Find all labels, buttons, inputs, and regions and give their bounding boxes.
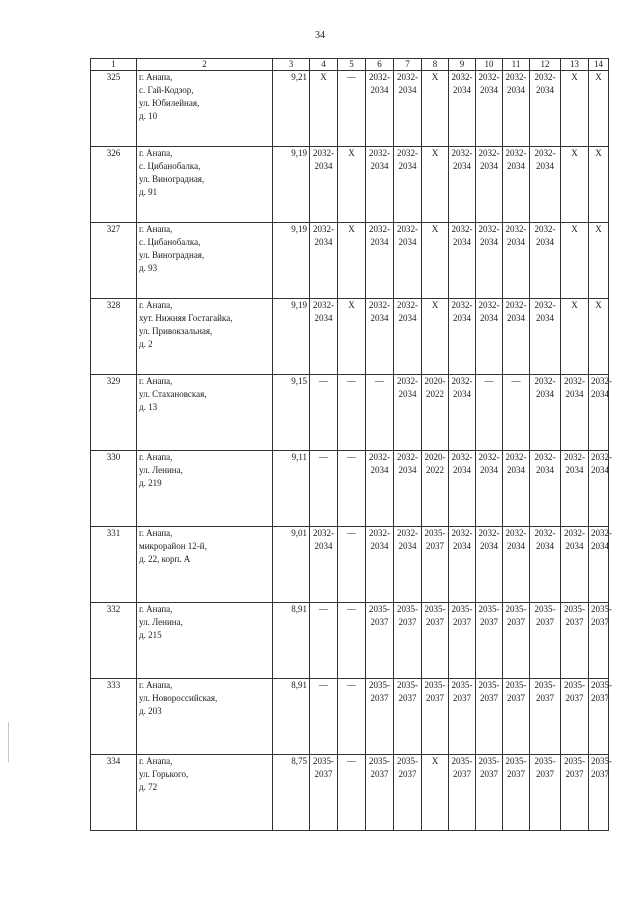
period-cell: 2035- 2037 — [476, 603, 503, 679]
period-cell: — — [310, 451, 338, 527]
address-line: хут. Нижняя Гостагайка, — [139, 313, 233, 323]
period-cell: 2032- 2034 — [530, 451, 561, 527]
period-cell: 2035- 2037 — [310, 755, 338, 831]
period-cell: — — [476, 375, 503, 451]
address-cell — [137, 71, 273, 147]
table-body — [91, 71, 612, 831]
column-header: 13 — [561, 59, 589, 71]
period-cell: 2032- 2034 — [394, 147, 422, 223]
period-cell: 2035- 2037 — [449, 755, 476, 831]
schedule-table — [90, 58, 612, 831]
period-cell: 2032- 2034 — [503, 223, 530, 299]
address-line: ул. Юбилейная, — [139, 98, 200, 108]
address-line: с. Гай-Кодзор, — [139, 85, 194, 95]
period-cell: — — [366, 375, 394, 451]
period-cell: 2032- 2034 — [310, 147, 338, 223]
period-cell: 2035- 2037 — [476, 755, 503, 831]
page-number: 34 — [315, 30, 325, 41]
period-cell: 2032- 2034 — [561, 527, 589, 603]
table-row — [91, 603, 609, 679]
period-cell: — — [310, 603, 338, 679]
column-header: 11 — [503, 59, 530, 71]
row-number: 329 — [91, 375, 137, 451]
period-cell: Х — [561, 71, 589, 147]
value-cell: 8,91 — [273, 603, 310, 679]
period-cell: 2035- 2037 — [589, 755, 609, 831]
table-row — [91, 451, 609, 527]
period-cell: 2035- 2037 — [366, 679, 394, 755]
value-cell: 9,19 — [273, 299, 310, 375]
row-number: 325 — [91, 71, 137, 147]
table-row — [91, 527, 609, 603]
period-cell: Х — [561, 147, 589, 223]
period-cell: 2032- 2034 — [394, 451, 422, 527]
address-line: ул. Ленина, — [139, 465, 183, 475]
period-cell: 2032- 2034 — [530, 147, 561, 223]
period-cell: 2020- 2022 — [422, 451, 449, 527]
address-line: ул. Виноградная, — [139, 250, 205, 260]
address-line: г. Анапа, — [139, 604, 173, 614]
table-header — [91, 59, 609, 71]
period-cell: — — [310, 375, 338, 451]
address-line: ул. Стахановская, — [139, 389, 207, 399]
period-cell: 2032- 2034 — [476, 451, 503, 527]
period-cell: 2032- 2034 — [476, 223, 503, 299]
period-cell: — — [338, 451, 366, 527]
period-cell: 2035- 2037 — [503, 679, 530, 755]
period-cell: Х — [561, 299, 589, 375]
period-cell: 2032- 2034 — [394, 527, 422, 603]
period-cell: — — [338, 375, 366, 451]
address-line: г. Анапа, — [139, 452, 173, 462]
period-cell: — — [503, 375, 530, 451]
address-line: г. Анапа, — [139, 680, 173, 690]
period-cell: 2032- 2034 — [589, 451, 609, 527]
period-cell: 2032- 2034 — [394, 71, 422, 147]
period-cell: 2032- 2034 — [530, 375, 561, 451]
period-cell: 2035- 2037 — [476, 679, 503, 755]
period-cell: 2032- 2034 — [503, 299, 530, 375]
address-line: микрорайон 12-й, — [139, 541, 207, 551]
period-cell: 2032- 2034 — [476, 527, 503, 603]
column-header: 8 — [422, 59, 449, 71]
period-cell: 2032- 2034 — [366, 451, 394, 527]
table-row — [91, 375, 609, 451]
address-line: д. 219 — [139, 478, 162, 488]
table-row — [91, 147, 609, 223]
period-cell: Х — [589, 147, 609, 223]
period-cell: 2032- 2034 — [476, 299, 503, 375]
column-header: 2 — [137, 59, 273, 71]
address-cell — [137, 527, 273, 603]
period-cell: 2032- 2034 — [394, 299, 422, 375]
period-cell: 2032- 2034 — [503, 147, 530, 223]
column-header: 3 — [273, 59, 310, 71]
period-cell: 2032- 2034 — [530, 71, 561, 147]
table-row — [91, 755, 609, 831]
address-line: ул. Виноградная, — [139, 174, 205, 184]
address-line: ул. Привокзальная, — [139, 326, 213, 336]
row-number: 331 — [91, 527, 137, 603]
address-line: г. Анапа, — [139, 224, 173, 234]
address-line: д. 203 — [139, 706, 162, 716]
table-row — [91, 299, 609, 375]
period-cell: 2032- 2034 — [503, 451, 530, 527]
period-cell: 2035- 2037 — [561, 603, 589, 679]
period-cell: 2032- 2034 — [394, 223, 422, 299]
column-header: 6 — [366, 59, 394, 71]
column-header: 9 — [449, 59, 476, 71]
period-cell: 2032- 2034 — [561, 375, 589, 451]
period-cell: 2032- 2034 — [310, 299, 338, 375]
address-cell — [137, 223, 273, 299]
period-cell: 2035- 2037 — [561, 679, 589, 755]
value-cell: 8,75 — [273, 755, 310, 831]
period-cell: Х — [561, 223, 589, 299]
column-header: 4 — [310, 59, 338, 71]
value-cell: 9,19 — [273, 147, 310, 223]
address-line: д. 2 — [139, 339, 153, 349]
period-cell: 2035- 2037 — [394, 603, 422, 679]
row-number: 326 — [91, 147, 137, 223]
row-number: 328 — [91, 299, 137, 375]
period-cell: 2020- 2022 — [422, 375, 449, 451]
value-cell: 9,01 — [273, 527, 310, 603]
column-header: 5 — [338, 59, 366, 71]
address-cell — [137, 375, 273, 451]
address-line: г. Анапа, — [139, 300, 173, 310]
period-cell: Х — [422, 71, 449, 147]
period-cell: 2032- 2034 — [530, 299, 561, 375]
period-cell: 2032- 2034 — [449, 527, 476, 603]
period-cell: 2035- 2037 — [422, 527, 449, 603]
period-cell: Х — [422, 147, 449, 223]
address-line: д. 91 — [139, 187, 158, 197]
column-header: 14 — [589, 59, 609, 71]
column-header: 7 — [394, 59, 422, 71]
period-cell: 2032- 2034 — [589, 527, 609, 603]
period-cell: 2032- 2034 — [530, 223, 561, 299]
period-cell: Х — [589, 71, 609, 147]
period-cell: 2032- 2034 — [366, 527, 394, 603]
period-cell: 2032- 2034 — [366, 299, 394, 375]
period-cell: 2035- 2037 — [422, 603, 449, 679]
scan-margin-mark — [8, 722, 9, 762]
period-cell: 2032- 2034 — [394, 375, 422, 451]
period-cell: 2035- 2037 — [449, 603, 476, 679]
value-cell: 9,11 — [273, 451, 310, 527]
table-row — [91, 71, 609, 147]
period-cell: 2032- 2034 — [476, 71, 503, 147]
period-cell: 2035- 2037 — [530, 679, 561, 755]
row-number: 334 — [91, 755, 137, 831]
address-line: с. Цибанобалка, — [139, 237, 201, 247]
period-cell: 2032- 2034 — [476, 147, 503, 223]
period-cell: — — [338, 755, 366, 831]
address-cell — [137, 679, 273, 755]
address-line: г. Анапа, — [139, 148, 173, 158]
period-cell: 2035- 2037 — [589, 603, 609, 679]
period-cell: 2032- 2034 — [449, 375, 476, 451]
header-row — [91, 59, 609, 71]
period-cell: 2035- 2037 — [366, 755, 394, 831]
period-cell: 2032- 2034 — [366, 71, 394, 147]
address-cell — [137, 451, 273, 527]
period-cell: 2035- 2037 — [422, 679, 449, 755]
period-cell: Х — [422, 299, 449, 375]
period-cell: 2032- 2034 — [503, 71, 530, 147]
period-cell: Х — [422, 223, 449, 299]
period-cell: 2032- 2034 — [366, 223, 394, 299]
period-cell: 2035- 2037 — [530, 603, 561, 679]
period-cell: 2032- 2034 — [310, 223, 338, 299]
period-cell: Х — [310, 71, 338, 147]
address-line: ул. Новороссийская, — [139, 693, 218, 703]
address-line: ул. Горького, — [139, 769, 189, 779]
period-cell: 2035- 2037 — [530, 755, 561, 831]
address-cell — [137, 755, 273, 831]
period-cell: Х — [338, 147, 366, 223]
address-cell — [137, 147, 273, 223]
column-header: 12 — [530, 59, 561, 71]
address-line: с. Цибанобалка, — [139, 161, 201, 171]
period-cell: — — [310, 679, 338, 755]
period-cell: 2032- 2034 — [310, 527, 338, 603]
value-cell: 9,15 — [273, 375, 310, 451]
period-cell: 2035- 2037 — [589, 679, 609, 755]
period-cell: 2032- 2034 — [449, 299, 476, 375]
row-number: 332 — [91, 603, 137, 679]
period-cell: Х — [338, 299, 366, 375]
period-cell: Х — [422, 755, 449, 831]
period-cell: 2032- 2034 — [449, 451, 476, 527]
address-line: г. Анапа, — [139, 376, 173, 386]
row-number: 327 — [91, 223, 137, 299]
period-cell: 2035- 2037 — [394, 755, 422, 831]
address-cell — [137, 603, 273, 679]
period-cell: 2032- 2034 — [366, 147, 394, 223]
period-cell: 2035- 2037 — [366, 603, 394, 679]
address-line: г. Анапа, — [139, 756, 173, 766]
period-cell: 2032- 2034 — [589, 375, 609, 451]
period-cell: 2032- 2034 — [530, 527, 561, 603]
value-cell: 8,91 — [273, 679, 310, 755]
address-line: г. Анапа, — [139, 528, 173, 538]
address-line: д. 22, корп. А — [139, 554, 191, 564]
period-cell: 2032- 2034 — [449, 71, 476, 147]
period-cell: — — [338, 527, 366, 603]
address-line: д. 215 — [139, 630, 162, 640]
period-cell: Х — [338, 223, 366, 299]
period-cell: Х — [589, 223, 609, 299]
period-cell: — — [338, 71, 366, 147]
address-line: д. 10 — [139, 111, 158, 121]
row-number: 330 — [91, 451, 137, 527]
value-cell: 9,21 — [273, 71, 310, 147]
period-cell: 2035- 2037 — [503, 603, 530, 679]
period-cell: 2032- 2034 — [449, 223, 476, 299]
period-cell: — — [338, 679, 366, 755]
period-cell: 2035- 2037 — [503, 755, 530, 831]
address-line: д. 93 — [139, 263, 158, 273]
period-cell: 2035- 2037 — [449, 679, 476, 755]
period-cell: 2032- 2034 — [449, 147, 476, 223]
address-line: д. 13 — [139, 402, 158, 412]
period-cell: 2032- 2034 — [561, 451, 589, 527]
table-row — [91, 679, 609, 755]
row-number: 333 — [91, 679, 137, 755]
period-cell: — — [338, 603, 366, 679]
column-header: 1 — [91, 59, 137, 71]
period-cell: 2035- 2037 — [561, 755, 589, 831]
address-line: г. Анапа, — [139, 72, 173, 82]
period-cell: 2035- 2037 — [394, 679, 422, 755]
period-cell: Х — [589, 299, 609, 375]
column-header: 10 — [476, 59, 503, 71]
period-cell: 2032- 2034 — [503, 527, 530, 603]
address-cell — [137, 299, 273, 375]
address-line: д. 72 — [139, 782, 158, 792]
table-row — [91, 223, 609, 299]
value-cell: 9,19 — [273, 223, 310, 299]
address-line: ул. Ленина, — [139, 617, 183, 627]
